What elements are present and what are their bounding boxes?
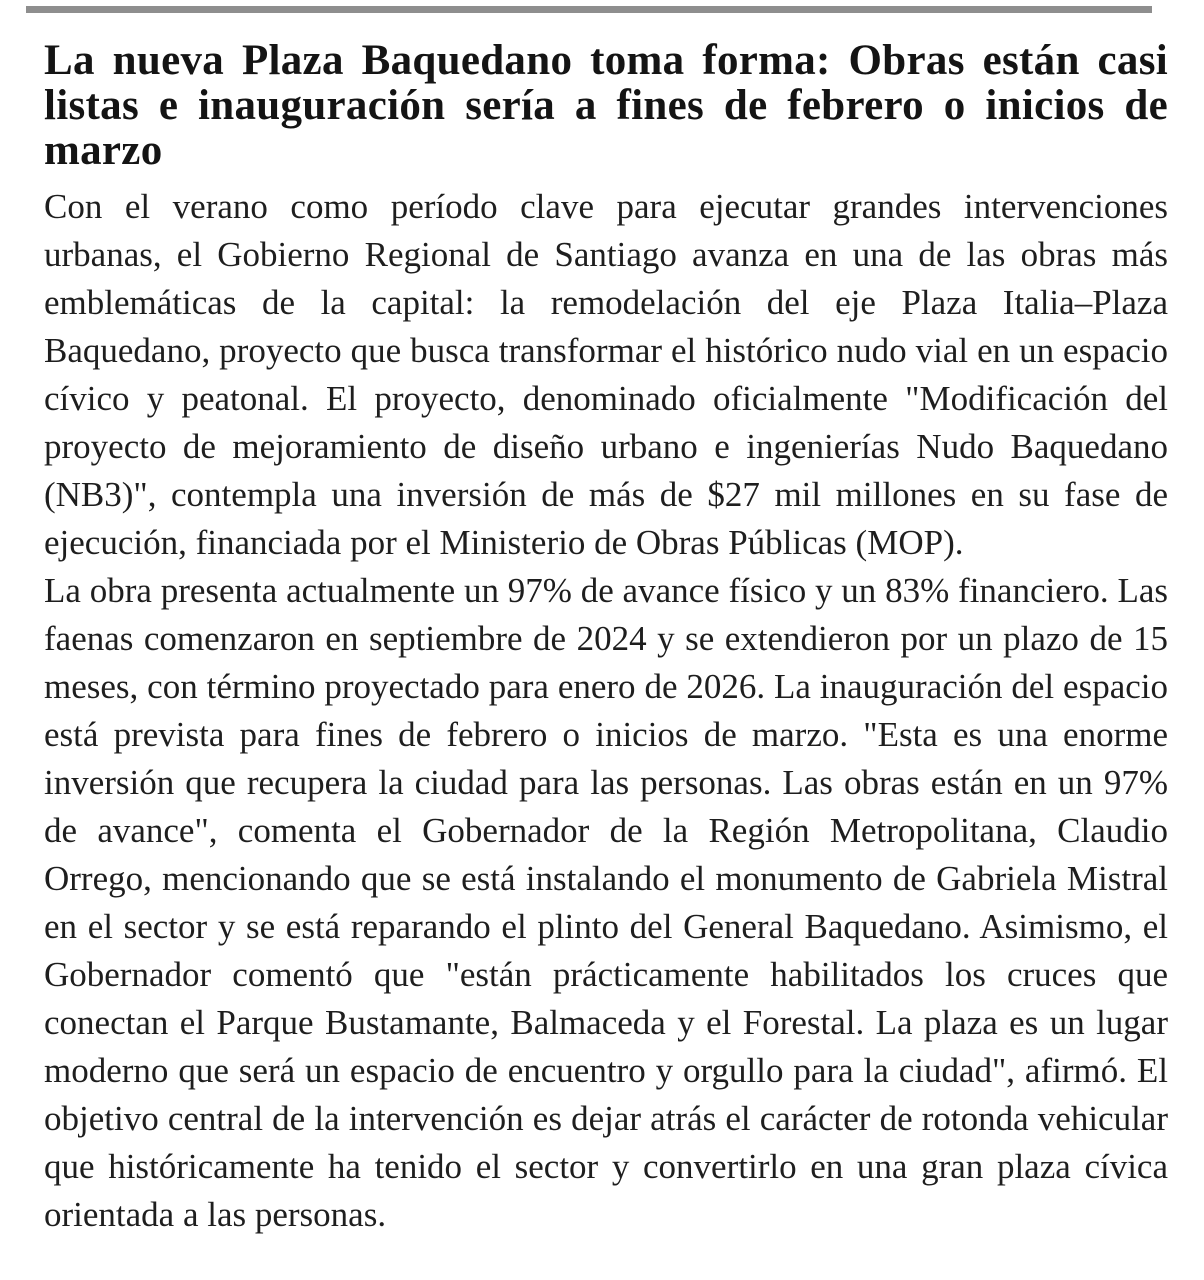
news-article [44,38,1168,1239]
top-divider-rule [26,6,1152,13]
article-headline: La nueva Plaza Baquedano toma forma: Obras están casi listas e inauguración sería a fines de febrero o inicios de marzo [44,37,1168,174]
article-paragraph-1: Con el verano como período clave para ejecutar grandes intervenciones urbanas, el Gobierno Regional de Santiago avanza en una de las obras más emblemáticas de la capital: la remodelación del eje Plaza Italia–Plaza Baquedano, proyecto que busca transformar el histórico nudo vial en un espacio cívico y peatonal. El proyecto, denominado oficialmente "Modificación del proyecto de mejoramiento de diseño urbano e ingenierías Nudo Baquedano (NB3)", contempla una inversión de más de $27 mil millones en su fase de ejecución, financiada por el Ministerio de Obras Públicas (MOP). [44,187,1168,562]
article-body [44,183,1168,1239]
article-paragraph-2: La obra presenta actualmente un 97% de avance físico y un 83% financiero. Las faenas comenzaron en septiembre de 2024 y se extendieron por un plazo de 15 meses, con término proyectado para enero de 2026. La inauguración del espacio está prevista para fines de febrero o inicios de marzo. "Esta es una enorme inversión que recupera la ciudad para las personas. Las obras están en un 97% de avance", comenta el Gobernador de la Región Metropolitana, Claudio Orrego, mencionando que se está instalando el monumento de Gabriela Mistral en el sector y se está reparando el plinto del General Baquedano. Asimismo, el Gobernador comentó que "están prácticamente habilitados los cruces que conectan el Parque Bustamante, Balmaceda y el Forestal. La plaza es un lugar moderno que será un espacio de encuentro y orgullo para la ciudad", afirmó. El objetivo central de la intervención es dejar atrás el carácter de rotonda vehicular que históricamente ha tenido el sector y convertirlo en una gran plaza cívica orientada a las personas. [44,571,1168,1234]
